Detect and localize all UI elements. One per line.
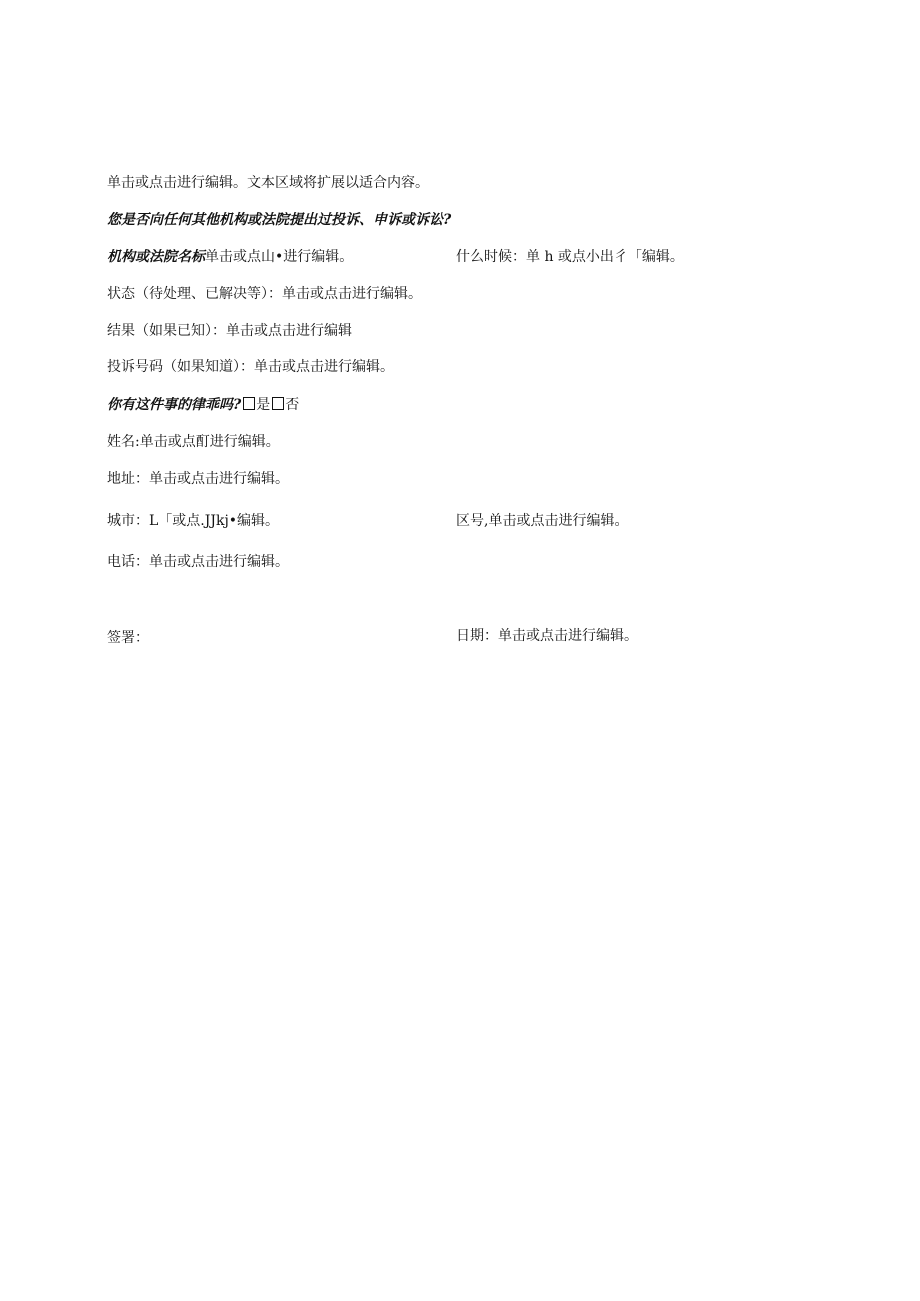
- complaint-number-row: [107, 357, 394, 377]
- date-label: 日期：: [456, 628, 498, 644]
- when-field[interactable]: 单 h 或点小出彳「编辑。: [526, 249, 684, 265]
- signature-row: [107, 626, 349, 648]
- text-area-placeholder[interactable]: 单击或点击进行编辑。文本区域将扩展以适合内容。: [107, 175, 429, 191]
- text-area-field[interactable]: [107, 173, 429, 193]
- signature-label: 签署：: [107, 630, 149, 646]
- lawyer-question: 你有这件事的律乖吗?: [107, 397, 242, 413]
- phone-label: 电话：: [107, 554, 149, 570]
- address-label: 地址：: [107, 471, 149, 487]
- district-field[interactable]: 单击或点击进行编辑。: [488, 513, 629, 529]
- result-row: [107, 321, 352, 341]
- date-row: [456, 626, 638, 646]
- status-field[interactable]: 单击或点击进行编辑。: [282, 286, 422, 302]
- agency-name-row: [107, 247, 353, 267]
- no-checkbox[interactable]: [272, 397, 284, 410]
- when-row: [456, 247, 684, 267]
- status-label: 状态（待处理、已解决等）：: [107, 286, 282, 302]
- city-field[interactable]: L「或点.JJkj•编辑。: [149, 513, 280, 529]
- yes-checkbox[interactable]: [243, 397, 255, 410]
- district-row: [456, 511, 628, 531]
- phone-row: [107, 552, 289, 572]
- city-label: 城市：: [107, 513, 149, 529]
- status-row: [107, 284, 422, 304]
- lawyer-name-row: [107, 432, 280, 452]
- agency-name-label: 机构或法院名标: [107, 249, 205, 265]
- signature-field[interactable]: [149, 626, 349, 642]
- result-label: 结果（如果已知）：: [107, 323, 226, 339]
- when-label: 什么时候：: [456, 249, 526, 265]
- date-field[interactable]: 单击或点击进行编辑。: [498, 628, 638, 644]
- complaint-number-field[interactable]: 单击或点击进行编辑。: [254, 359, 394, 375]
- complaint-number-label: 投诉号码（如果知道）：: [107, 359, 254, 375]
- phone-field[interactable]: 单击或点击进行编辑。: [149, 554, 289, 570]
- result-field[interactable]: 单击或点击进行编辑: [226, 323, 352, 339]
- other-complaint-question: 您是否向任何其他机构或法院提出过投诉、申诉或诉讼?: [107, 212, 452, 228]
- name-field[interactable]: 单击或点酊进行编辑。: [139, 434, 280, 450]
- city-row: [107, 511, 279, 531]
- name-label: 姓名:: [107, 434, 140, 450]
- no-label: 否: [285, 397, 300, 413]
- district-label: 区号,: [456, 513, 489, 529]
- yes-label: 是: [256, 397, 271, 413]
- address-field[interactable]: 单击或点击进行编辑。: [149, 471, 289, 487]
- address-row: [107, 469, 289, 489]
- lawyer-question-row: [107, 395, 299, 415]
- agency-name-field[interactable]: 单击或点山•进行编辑。: [205, 249, 354, 265]
